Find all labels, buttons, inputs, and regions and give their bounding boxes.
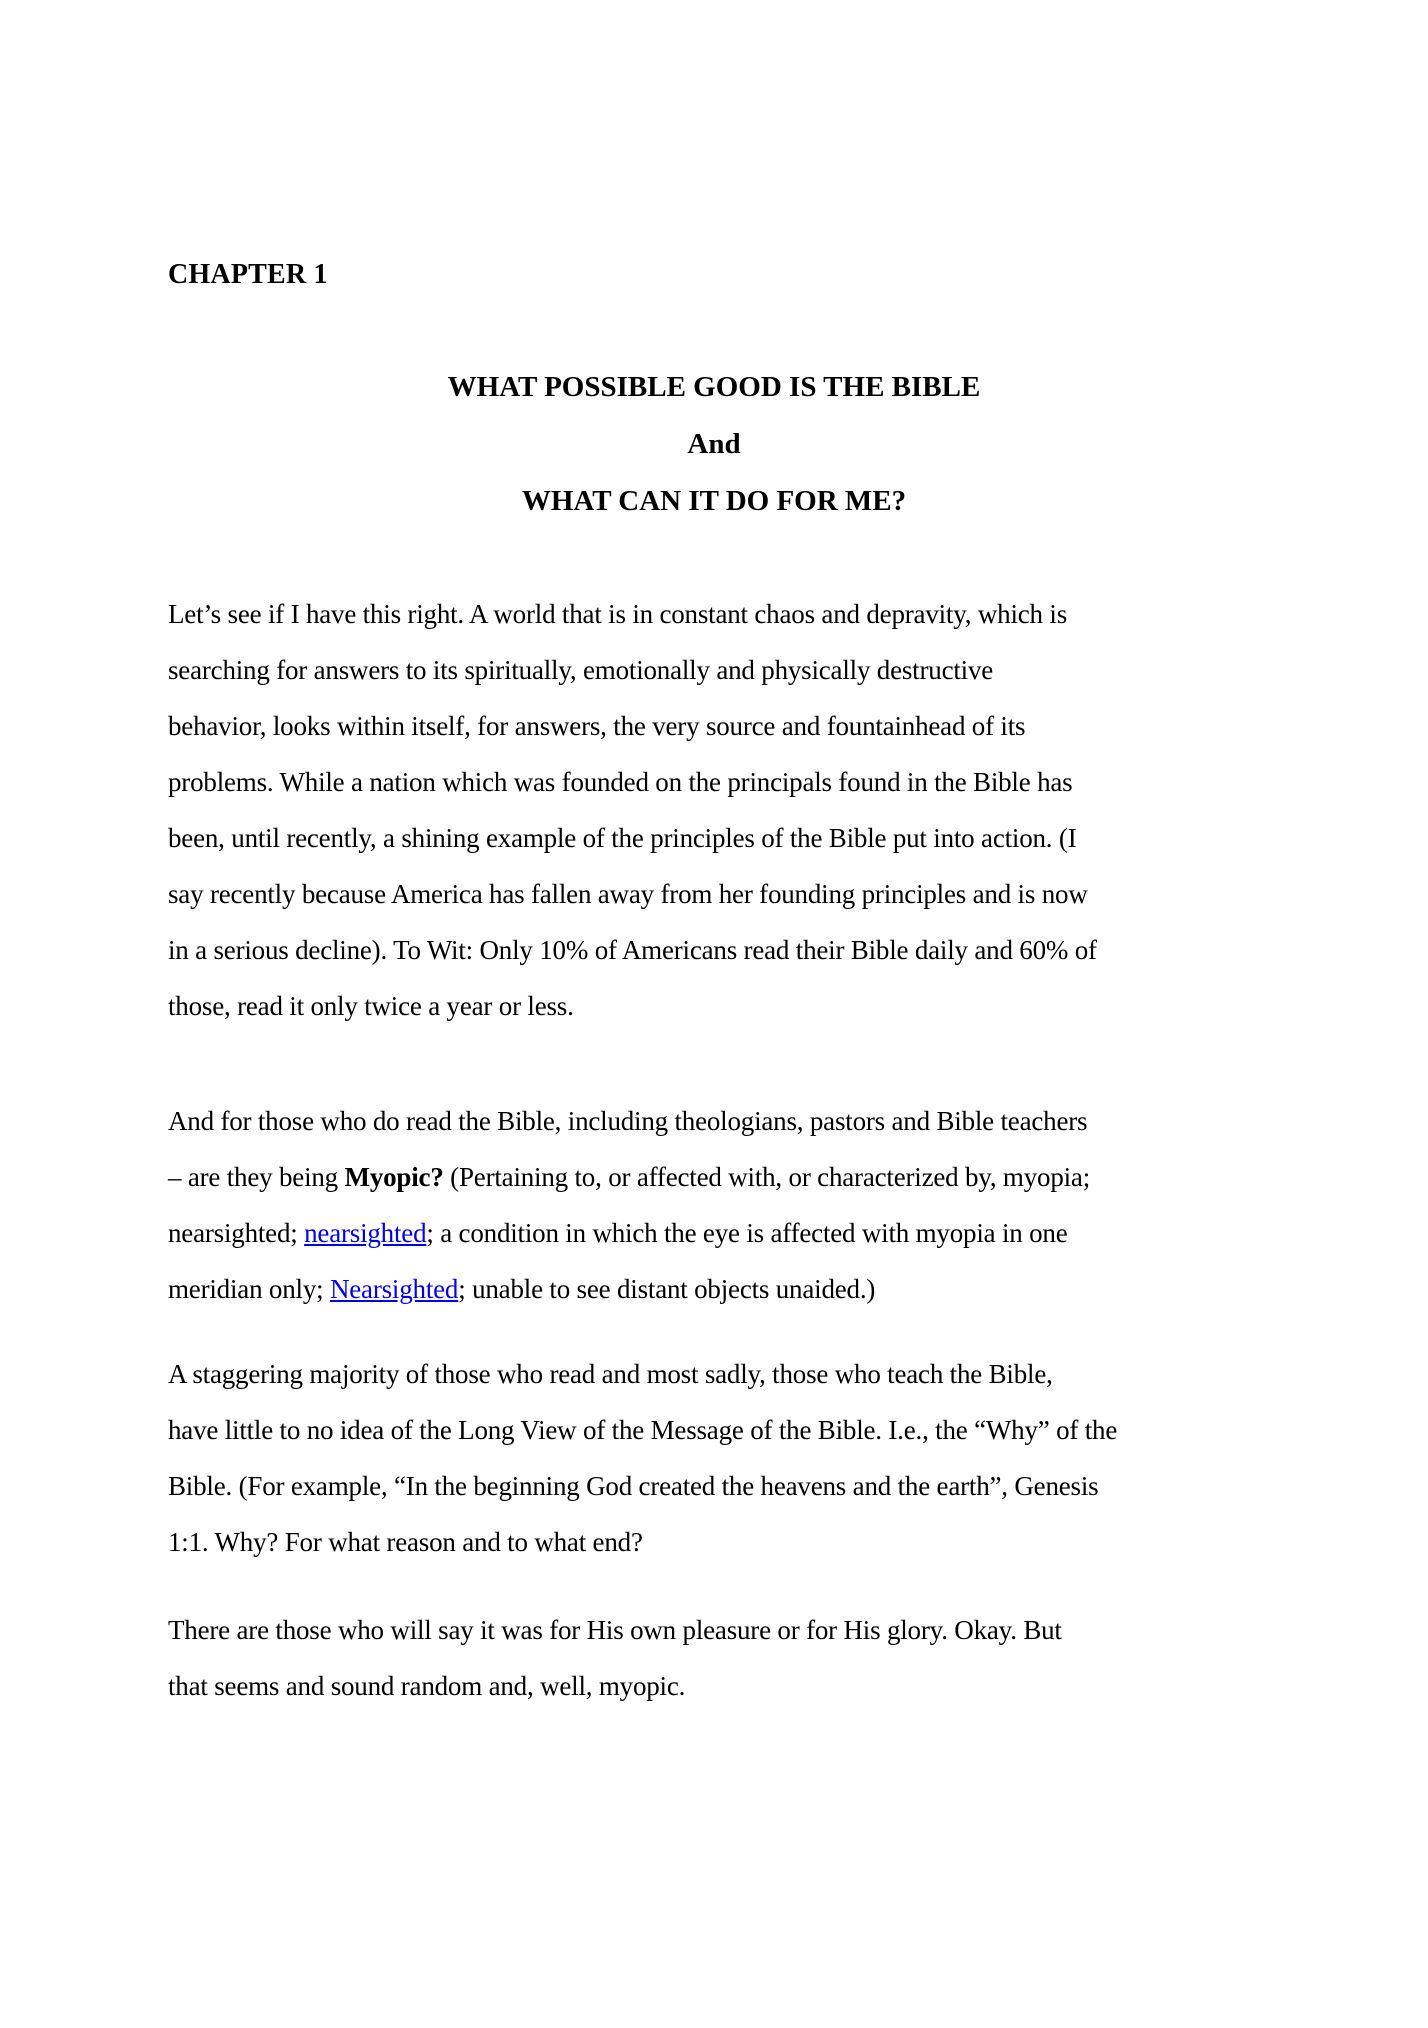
- emphasis-myopic: Myopic?: [344, 1162, 444, 1192]
- paragraph-1: [168, 586, 1260, 1034]
- title-line-2: And: [687, 428, 741, 460]
- text-line: [168, 1261, 1260, 1317]
- paragraph-4: [168, 1602, 1260, 1714]
- text-segment: meridian only;: [168, 1274, 330, 1304]
- text-segment: ; unable to see distant objects unaided.): [458, 1274, 876, 1304]
- text-line: have little to no idea of the Long View of the Message of the Bible. I.e., the “Why” of the: [168, 1415, 1118, 1445]
- text-line: 1:1. Why? For what reason and to what end?: [168, 1527, 643, 1557]
- text-segment: (Pertaining to, or affected with, or characterized by, myopia;: [443, 1162, 1091, 1192]
- text-line: that seems and sound random and, well, myopic.: [168, 1671, 686, 1701]
- chapter-heading: CHAPTER 1: [168, 259, 328, 290]
- text-line: searching for answers to its spiritually, emotionally and physically destructive: [168, 655, 994, 685]
- text-line: problems. While a nation which was founded on the principals found in the Bible has: [168, 767, 1073, 797]
- nearsighted-link-1[interactable]: nearsighted: [304, 1218, 427, 1248]
- text-line: been, until recently, a shining example of the principles of the Bible put into action. (I: [168, 823, 1077, 853]
- text-line: And for those who do read the Bible, including theologians, pastors and Bible teachers: [168, 1106, 1088, 1136]
- text-line: [168, 1149, 1260, 1205]
- text-segment: – are they being: [168, 1162, 345, 1192]
- title-line-1: WHAT POSSIBLE GOOD IS THE BIBLE: [447, 371, 981, 403]
- title-block: [168, 359, 1260, 530]
- text-line: those, read it only twice a year or less.: [168, 991, 574, 1021]
- title-line-3: WHAT CAN IT DO FOR ME?: [521, 485, 907, 517]
- text-line: say recently because America has fallen away from her founding principles and is now: [168, 879, 1088, 909]
- text-line: behavior, looks within itself, for answers, the very source and fountainhead of its: [168, 711, 1026, 741]
- text-line: in a serious decline). To Wit: Only 10% of Americans read their Bible daily and 60% of: [168, 935, 1097, 965]
- paragraph-3: [168, 1346, 1260, 1570]
- nearsighted-link-2[interactable]: Nearsighted: [329, 1274, 459, 1304]
- text-line: There are those who will say it was for His own pleasure or for His glory. Okay. But: [168, 1615, 1062, 1645]
- text-line: Let’s see if I have this right. A world that is in constant chaos and depravity, which is: [168, 599, 1068, 629]
- text-segment: nearsighted;: [168, 1218, 305, 1248]
- paragraph-2: [168, 1093, 1260, 1317]
- text-segment: ; a condition in which the eye is affected with myopia in one: [426, 1218, 1068, 1248]
- text-line: A staggering majority of those who read and most sadly, those who teach the Bible,: [168, 1359, 1053, 1389]
- text-line: [168, 1205, 1260, 1261]
- text-line: Bible. (For example, “In the beginning God created the heavens and the earth”, Genesis: [168, 1471, 1099, 1501]
